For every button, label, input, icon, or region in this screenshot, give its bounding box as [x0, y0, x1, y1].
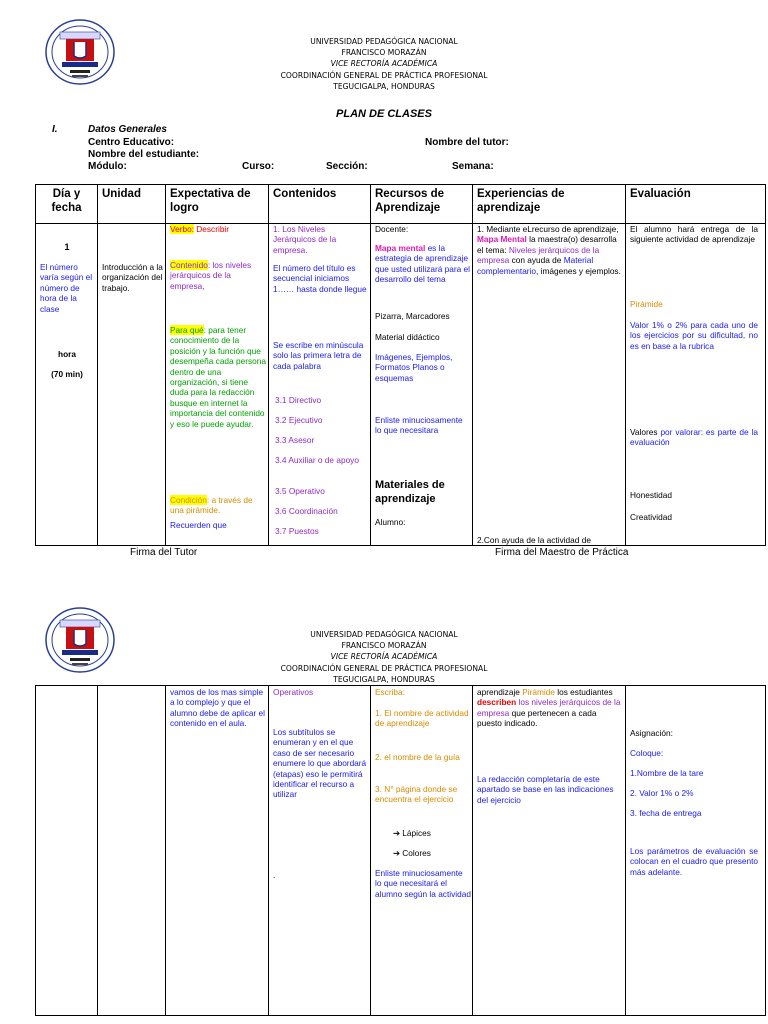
recursos-r1: 1. El nombre de actividad de aprendizaje	[375, 708, 469, 729]
contenido-item: 3.1 Directivo	[275, 395, 322, 405]
contenido-3: Se escribe en minúscula solo las primera letra de cada palabra	[273, 340, 364, 371]
exp1-e: con ayuda de	[509, 255, 564, 266]
verbo-label: Verbo:	[170, 224, 194, 234]
cell-unidad	[98, 686, 166, 1016]
dia-numero: 1	[64, 242, 70, 252]
recursos-imagenes: Imágenes, Ejemplos, Formatos Planos o esquemas	[375, 352, 453, 383]
exp1-c: la maestra(o) desarrolla el tema:	[477, 234, 617, 255]
contenido-dot: .	[273, 870, 276, 880]
experiencia-2: 2.Con ayuda de la actividad de	[477, 535, 591, 545]
exp2-a: aprendizaje	[477, 687, 523, 697]
eval-valor: Valor 1% o 2% para cada uno de los ejercicios por su dificultad, no es en base a la rubrica	[630, 320, 758, 351]
header-line-4: COORDINACIÓN GENERAL DE PRÁCTICA PROFESIONAL	[280, 70, 488, 80]
cell-contenidos	[269, 224, 371, 546]
exp1-g: , imágenes y ejemplos.	[536, 265, 621, 276]
seccion-label: Sección:	[326, 161, 368, 172]
university-logo	[44, 606, 116, 674]
page-title: PLAN DE CLASES	[336, 108, 432, 120]
contenido-2: El número del título es secuencial iniciamos 1…… hasta donde llegue	[273, 263, 367, 294]
materiales-heading: Materiales de aprendizaje	[375, 479, 445, 505]
exp-recuerden: Recuerden que	[170, 520, 227, 530]
contenido-item: 3.6 Coordinación	[275, 506, 338, 516]
eval-n3: 3. fecha de entrega	[630, 808, 702, 818]
recursos-pizarra: Pizarra, Marcadores	[375, 311, 450, 321]
paraque-text: : para tener conocimiento de la posición y la función que desempeña cada persona dentro de una organización, si tiene duda para la redacción busque en internet la importancia del contenido y eso le puede ayudar.	[170, 325, 266, 429]
col-experiencias: Experiencias de aprendizaje	[473, 185, 626, 224]
header-line-3: VICE RECTORÍA ACADÉMICA	[330, 59, 438, 69]
mapa-text: es la estrategia de aprendizaje que usted utilizará para el desarrollo del tema	[375, 243, 471, 285]
col-unidad: Unidad	[98, 185, 166, 224]
cell-dia	[36, 686, 98, 1016]
eval-honestidad: Honestidad	[630, 490, 672, 500]
exp1-a: 1. Mediante eLrecurso de aprendizaje,	[477, 224, 619, 234]
header-line-1: UNIVERSIDAD PEDAGÓGICA NACIONAL	[310, 37, 458, 46]
eval-piramide: Pirámide	[630, 299, 663, 309]
cell-experiencias	[473, 224, 626, 546]
recursos-r2: 2. el nombre de la guía	[375, 752, 460, 762]
contenido-1: 1. Los Niveles Jerárquicos de la empresa.	[273, 224, 337, 255]
cell-evaluacion	[626, 224, 766, 546]
section-heading: Datos Generales	[88, 124, 167, 135]
experiencia-2-cont	[477, 687, 623, 729]
mapa-label: Mapa mental	[375, 243, 426, 253]
institution-header	[200, 36, 568, 92]
header-line-2: FRANCISCO MORAZÁN	[341, 48, 427, 58]
header-line-2: FRANCISCO MORAZÁN	[341, 641, 427, 651]
recursos-colores: ➔ Colores	[393, 848, 431, 858]
header-line-1: UNIVERSIDAD PEDAGÓGICA NACIONAL	[310, 630, 458, 639]
estudiante-label: Nombre del estudiante:	[88, 149, 200, 160]
centro-educativo-label: Centro Educativo:	[88, 137, 175, 148]
col-expectativa: Expectativa de logro	[166, 185, 269, 224]
curso-label: Curso:	[242, 161, 275, 172]
exp2-b: los estudiantes	[554, 687, 613, 697]
verbo-text: Describir	[194, 224, 230, 234]
exp2-d: niveles jerárquicos de la empresa	[477, 697, 621, 718]
eval-n2: 2. Valor 1% o 2%	[630, 788, 694, 798]
recursos-alumno: Alumno:	[375, 517, 406, 527]
plan-table	[35, 184, 766, 546]
cell-contenidos	[269, 686, 371, 1016]
contenido-operativos: Operativos	[273, 687, 314, 697]
unidad-text: Introducción a la organización del trabajo.	[102, 262, 163, 293]
exp-paraque	[170, 325, 266, 429]
col-dia: Día y fecha	[36, 185, 98, 224]
exp1-b: Mapa Mental	[477, 234, 527, 245]
university-logo	[44, 18, 116, 86]
cell-expectativa	[166, 686, 269, 1016]
eval-valores	[630, 427, 758, 448]
recursos-enliste: Enliste minuciosamente lo que necesitara	[375, 415, 463, 436]
exp1-d: Niveles jerárquicos de la empresa	[477, 244, 600, 266]
eval-params: Los parámetros de evaluación se colocan en el cuadro que presento más adelante.	[630, 846, 758, 877]
header-line-3: VICE RECTORÍA ACADÉMICA	[330, 652, 438, 662]
cell-evaluacion	[626, 686, 766, 1016]
exp2-c: los	[516, 697, 532, 708]
exp2-describen: describen	[477, 697, 517, 708]
experiencia-1	[477, 224, 623, 276]
recursos-docente: Docente:	[375, 224, 409, 234]
dia-min: (70 min)	[51, 369, 83, 379]
valores-c: es parte de la evaluación	[630, 427, 759, 448]
cell-recursos	[371, 686, 473, 1016]
exp1-f: Material complementario	[477, 255, 594, 276]
exp-condicion	[170, 495, 266, 516]
cell-recursos	[371, 224, 473, 546]
contenido-item: 3.5 Operativo	[275, 486, 325, 496]
condicion-text: : a través de una pirámide.	[170, 495, 253, 516]
valores-b: por valorar:	[660, 427, 704, 437]
eval-asignacion: Asignación:	[630, 728, 673, 738]
eval-n1: 1.Nombre de la tare	[630, 768, 704, 778]
header-line-4: COORDINACIÓN GENERAL DE PRÁCTICA PROFESIONAL	[280, 663, 488, 673]
firma-tutor: Firma del Tutor	[130, 547, 198, 558]
contenido-item: 3.2 Ejecutivo	[275, 415, 323, 425]
cell-experiencias	[473, 686, 626, 1016]
dia-hora: hora	[58, 349, 76, 359]
eval-coloque: Coloque:	[630, 748, 664, 758]
contenido-item: 3.3 Asesor	[275, 435, 315, 445]
contenido-subtitulos: Los subtítulos se enumeran y en el que caso de ser necesario enumere lo que abordará (etapas) eso le permitirá identificar el recurso a utilizar	[273, 727, 367, 800]
recursos-enliste: Enliste minuciosamente lo que necesitará el alumno según la actividad	[375, 868, 471, 899]
institution-header	[200, 629, 568, 685]
tutor-label: Nombre del tutor:	[425, 137, 509, 148]
condicion-label: Condición	[170, 495, 207, 505]
exp2-piramide: Pirámide	[522, 687, 555, 697]
header-line-5: TEGUCIGALPA, HONDURAS	[333, 674, 435, 684]
exp2-e: que pertenecen a cada puesto indicado.	[477, 707, 597, 729]
contenido-label: Contenido	[170, 260, 208, 270]
recursos-material: Material didáctico	[375, 332, 440, 342]
section-number: I.	[52, 124, 58, 135]
recursos-mapa	[375, 243, 471, 285]
contenido-item: 3.7 Puestos	[275, 526, 319, 536]
header-line-5: TEGUCIGALPA, HONDURAS	[333, 81, 435, 91]
eval-a: El alumno hará entrega de la siguiente actividad de aprendizaje	[630, 224, 758, 245]
col-evaluacion: Evaluación	[626, 185, 766, 224]
recursos-escriba: Escriba:	[375, 687, 405, 697]
col-contenidos: Contenidos	[269, 185, 371, 224]
cell-dia	[36, 224, 98, 546]
plan-table-continued	[35, 685, 766, 1016]
col-recursos: Recursos de Aprendizaje	[371, 185, 473, 224]
exp-contenido	[170, 260, 266, 291]
paraque-label: Para qué	[170, 325, 204, 335]
recursos-lapices: ➔ Lápices	[393, 828, 431, 838]
cell-expectativa	[166, 224, 269, 546]
cell-unidad	[98, 224, 166, 546]
recursos-r3: 3. N° página donde se encuentra el ejercicio	[375, 784, 458, 805]
semana-label: Semana:	[452, 161, 494, 172]
modulo-label: Módulo:	[88, 161, 127, 172]
valores-a: Valores	[630, 427, 661, 437]
firma-maestro: Firma del Maestro de Práctica	[495, 547, 629, 558]
eval-creatividad: Creatividad	[630, 512, 672, 522]
exp-cont: vamos de los mas simple a lo complejo y que el alumno debe de aplicar el contenido en el aula.	[170, 687, 266, 729]
dia-nota: El número varía según el número de hora de la clase	[40, 262, 93, 314]
experiencia-redaccion: La redacción completaría de este apartado se base en las indicaciones del ejercicio	[477, 774, 614, 805]
contenido-text: : los niveles jerárquicos de la empresa,	[170, 260, 252, 291]
contenido-item: 3.4 Auxiliar o de apoyo	[275, 455, 359, 465]
exp-verbo	[170, 224, 266, 234]
